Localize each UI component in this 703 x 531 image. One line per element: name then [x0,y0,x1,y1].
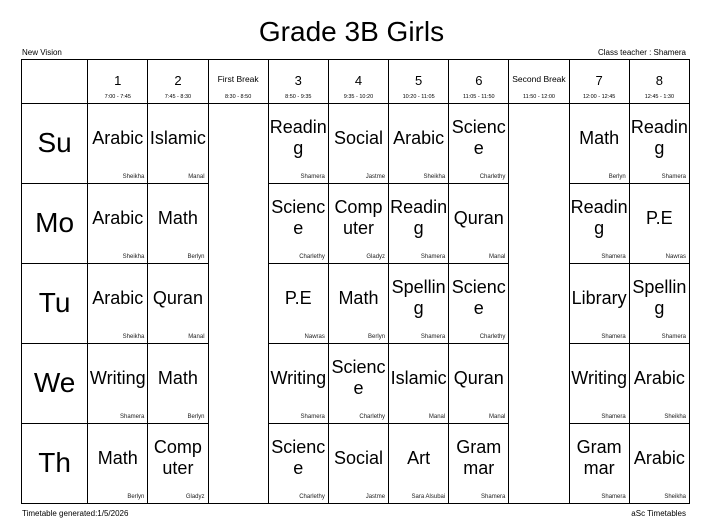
lesson-subject: Arabic [633,447,685,468]
lesson-cell [629,424,689,504]
lesson-subject: Spelling [391,277,446,318]
period-header-row [22,60,690,104]
day-name: Tu [38,287,71,318]
period-time: 11:50 - 12:00 [522,94,555,100]
lesson-teacher: Sheikha [122,334,145,340]
lesson-cell [148,424,208,504]
day-name: We [33,367,76,398]
lesson-subject: Spelling [632,277,687,318]
lesson-cell [629,184,689,264]
day-cell [22,424,88,504]
lesson-teacher: Shamera [420,334,446,340]
lesson-cell [389,424,449,504]
period-time: 12:45 - 1:30 [644,94,675,100]
lesson-subject: Science [451,277,506,318]
lesson-subject: P.E [646,207,673,228]
lesson-content [570,184,629,252]
lesson-content [269,344,328,412]
lesson-cell [389,264,449,344]
lesson-teacher: Shamera [120,414,145,420]
lesson-content [389,184,448,252]
break-cell [509,104,569,184]
lesson-content [269,264,328,332]
period-time: 10:20 - 11:05 [402,94,435,100]
lesson-cell [148,184,208,264]
lesson-content [88,344,147,412]
lesson-content [570,264,629,332]
lesson-cell [389,344,449,424]
lesson-subject: Reading [390,197,448,238]
lesson-content [329,184,388,252]
day-cell [22,184,88,264]
lesson-subject: Reading [570,197,628,238]
lesson-cell [389,104,449,184]
lesson-teacher: Sara Alsubai [411,494,446,500]
period-time: 7:00 - 7:45 [104,94,131,100]
day-row [22,264,690,344]
period-time: 8:30 - 8:50 [224,94,252,100]
corner-cell [22,60,88,104]
lesson-subject: Grammar [576,437,622,478]
lesson-cell [328,264,388,344]
period-number: 7 [595,73,603,88]
lesson-teacher: Shamera [661,334,686,340]
lesson-teacher: Gladyz [185,494,205,500]
day-row [22,104,690,184]
lesson-cell [629,344,689,424]
lesson-teacher: Gladyz [366,254,386,260]
lesson-teacher: Charlethy [479,334,506,340]
lesson-teacher: Manal [188,174,205,180]
lesson-cell [268,264,328,344]
period-header-cell [148,60,208,104]
lesson-content [449,104,508,172]
lesson-teacher: Jastme [365,494,386,500]
lesson-content [389,424,448,492]
lesson-subject: Computer [334,197,383,238]
lesson-teacher: Shamera [661,174,686,180]
lesson-content [449,344,508,412]
lesson-subject: Arabic [92,127,144,148]
lesson-subject: Science [271,437,326,478]
generated-date: Timetable generated:1/5/2026 [22,509,129,518]
lesson-teacher: Berlyn [187,254,205,260]
period-header-cell [449,60,509,104]
lesson-content [389,264,448,332]
lesson-cell [449,344,509,424]
lesson-content [88,104,147,172]
period-header-cell [629,60,689,104]
period-number: 8 [655,73,663,88]
lesson-subject: Writing [571,367,627,388]
timetable-grid [21,59,690,504]
lesson-content [148,264,207,332]
lesson-content [329,264,388,332]
lesson-content [329,104,388,172]
lesson-teacher: Manal [428,414,446,420]
lesson-subject: Quran [453,367,504,388]
lesson-teacher: Manal [489,254,506,260]
break-cell [509,264,569,344]
lesson-teacher: Berlyn [127,494,145,500]
lesson-subject: Social [333,127,383,148]
lesson-cell [569,184,629,264]
lesson-content [449,184,508,252]
day-cell [22,104,88,184]
day-row [22,424,690,504]
lesson-content [630,104,689,172]
lesson-teacher: Charlethy [299,494,325,500]
break-cell [208,424,268,504]
day-row [22,184,690,264]
lesson-content [88,424,147,492]
lesson-subject: Social [333,447,383,468]
lesson-cell [569,344,629,424]
lesson-teacher: Shamera [420,254,446,260]
lesson-subject: Quran [453,207,504,228]
lesson-cell [268,344,328,424]
lesson-subject: Computer [153,437,202,478]
period-number: 2 [174,73,182,88]
break-cell [208,104,268,184]
lesson-subject: Islamic [390,367,447,388]
lesson-teacher: Nawras [304,334,325,340]
period-time: 8:50 - 9:35 [285,94,312,100]
period-number: 3 [294,73,302,88]
lesson-teacher: Sheikha [423,174,446,180]
lesson-content [269,184,328,252]
lesson-subject: Arabic [633,367,685,388]
lesson-cell [449,184,509,264]
lesson-cell [268,104,328,184]
lesson-cell [88,424,148,504]
lesson-subject: Library [571,287,627,308]
lesson-teacher: Charlethy [359,414,386,420]
lesson-cell [268,424,328,504]
lesson-subject: Math [579,127,620,148]
lesson-teacher: Berlyn [368,334,386,340]
lesson-content [630,424,689,492]
lesson-content [269,424,328,492]
lesson-cell [328,104,388,184]
lesson-content [148,344,207,412]
lesson-teacher: Sheikha [664,414,686,420]
lesson-content [570,104,629,172]
period-number: 1 [114,73,122,88]
break-cell [208,184,268,264]
break-cell [509,184,569,264]
lesson-teacher: Sheikha [122,254,145,260]
lesson-content [269,104,328,172]
break-label: First Break [217,74,259,84]
break-cell [208,344,268,424]
lesson-cell [569,424,629,504]
break-label: Second Break [512,74,566,84]
lesson-cell [449,424,509,504]
period-time: 9:35 - 10:20 [343,94,374,100]
lesson-cell [148,104,208,184]
lesson-content [88,264,147,332]
lesson-subject: Islamic [149,127,206,148]
lesson-teacher: Shamera [300,414,325,420]
period-header-cell [569,60,629,104]
lesson-teacher: Manal [489,414,506,420]
lesson-content [88,184,147,252]
period-header-cell [268,60,328,104]
lesson-cell [88,264,148,344]
lesson-cell [88,344,148,424]
lesson-subject: Art [407,447,431,468]
lesson-content [630,184,689,252]
day-cell [22,264,88,344]
lesson-content [449,264,508,332]
lesson-subject: Science [271,197,326,238]
lesson-content [389,344,448,412]
day-name: Su [37,127,72,158]
lesson-content [389,104,448,172]
lesson-teacher: Charlethy [299,254,325,260]
lesson-subject: Writing [89,367,146,388]
school-name: New Vision [22,48,62,57]
lesson-cell [389,184,449,264]
lesson-subject: Reading [269,117,327,158]
lesson-subject: Grammar [456,437,502,478]
lesson-teacher: Shamera [481,494,506,500]
lesson-subject: Math [97,447,138,468]
lesson-teacher: Sheikha [664,494,686,500]
lesson-subject: Math [338,287,379,308]
lesson-teacher: Jastme [365,174,386,180]
day-name: Mo [35,207,75,238]
period-header-cell [88,60,148,104]
lesson-teacher: Shamera [601,494,626,500]
lesson-subject: Quran [152,287,203,308]
page-title: Grade 3B Girls [258,16,445,47]
class-teacher: Class teacher : Shamera [597,48,686,57]
day-cell [22,344,88,424]
lesson-content [329,344,388,412]
period-time: 12:00 - 12:45 [582,94,616,100]
lesson-cell [569,264,629,344]
period-header-cell [389,60,449,104]
lesson-teacher: Shamera [601,254,626,260]
lesson-subject: Science [331,357,386,398]
lesson-cell [449,104,509,184]
lesson-teacher: Nawras [665,254,686,260]
lesson-cell [449,264,509,344]
lesson-cell [328,344,388,424]
break-header-cell [208,60,268,104]
period-header-cell [328,60,388,104]
lesson-subject: Science [451,117,506,158]
period-number: 6 [475,73,483,88]
day-name: Th [38,447,71,478]
lesson-cell [88,184,148,264]
lesson-content [630,264,689,332]
lesson-content [148,424,207,492]
lesson-subject: Arabic [92,287,144,308]
break-cell [509,424,569,504]
lesson-teacher: Sheikha [122,174,145,180]
lesson-cell [569,104,629,184]
lesson-content [570,424,629,492]
lesson-subject: Math [157,367,198,388]
break-cell [509,344,569,424]
lesson-content [148,184,207,252]
break-header-cell [509,60,569,104]
lesson-subject: Math [157,207,198,228]
lesson-content [329,424,388,492]
lesson-cell [268,184,328,264]
lesson-content [449,424,508,492]
period-time: 7:45 - 8:30 [164,94,192,100]
lesson-content [570,344,629,412]
lesson-cell [148,264,208,344]
lesson-subject: Writing [270,367,327,388]
lesson-content [630,344,689,412]
lesson-teacher: Manal [188,334,205,340]
day-row [22,344,690,424]
lesson-cell [148,344,208,424]
lesson-subject: Arabic [393,127,445,148]
lesson-cell [88,104,148,184]
lesson-subject: P.E [284,287,312,308]
lesson-teacher: Charlethy [479,174,506,180]
lesson-teacher: Shamera [300,174,325,180]
lesson-cell [629,264,689,344]
lesson-cell [328,424,388,504]
period-time: 11:05 - 11:50 [463,94,495,100]
lesson-cell [629,104,689,184]
lesson-teacher: Shamera [601,414,626,420]
lesson-teacher: Shamera [601,334,626,340]
lesson-teacher: Berlyn [187,414,205,420]
lesson-cell [328,184,388,264]
lesson-subject: Arabic [92,207,144,228]
app-credit: aSc Timetables [631,509,686,518]
period-number: 4 [354,73,363,88]
lesson-teacher: Berlyn [608,174,626,180]
lesson-content [148,104,207,172]
break-cell [208,264,268,344]
lesson-subject: Reading [630,117,688,158]
period-number: 5 [415,73,423,88]
